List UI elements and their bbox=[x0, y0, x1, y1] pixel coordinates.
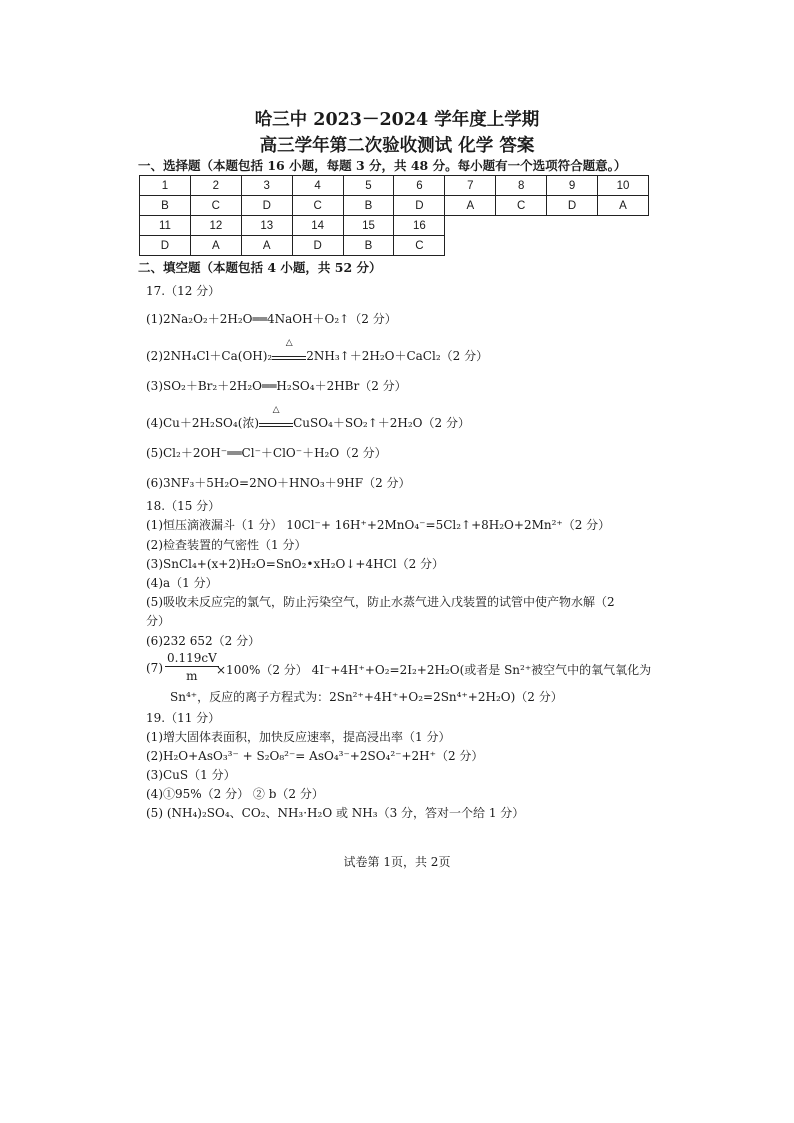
q19-label: 19.（11 分） bbox=[146, 711, 221, 725]
q18-answer-2: (2)检查装置的气密性（1 分） bbox=[146, 538, 307, 552]
q18-answer-6: (6)232 652（2 分） bbox=[146, 634, 261, 648]
table-cell: 14 bbox=[292, 216, 343, 236]
table-cell: B bbox=[140, 196, 191, 216]
table-cell: 9 bbox=[547, 176, 598, 196]
q17-label: 17.（12 分） bbox=[146, 284, 221, 298]
page-subtitle: 高三学年第二次验收测试 化学 答案 bbox=[259, 136, 535, 156]
table-cell: D bbox=[292, 236, 343, 256]
table-cell: D bbox=[140, 236, 191, 256]
q17-answer-5: (5)Cl₂＋2OH⁻══Cl⁻＋ClO⁻＋H₂O（2 分） bbox=[146, 446, 387, 460]
q17-answer-3: (3)SO₂＋Br₂＋2H₂O══H₂SO₄＋2HBr（2 分） bbox=[146, 379, 407, 393]
q18-answer-4: (4)a（1 分） bbox=[146, 576, 218, 590]
q17-answer-2-left: (2)2NH₄Cl＋Ca(OH)₂ bbox=[146, 349, 273, 363]
q18-answer-3: (3)SnCl₄+(x+2)H₂O=SnO₂•xH₂O↓+4HCl（2 分） bbox=[146, 557, 445, 571]
table-cell: D bbox=[241, 196, 292, 216]
table-cell: D bbox=[394, 196, 445, 216]
table-cell: C bbox=[190, 196, 241, 216]
q19-answer-2: (2)H₂O+AsO₃³⁻ + S₂O₈²⁻= AsO₄³⁻+2SO₄²⁻+2H⁺（2 分） bbox=[146, 749, 484, 763]
q18-answer-7-prefix: (7) bbox=[146, 661, 163, 675]
q18-answer-1: (1)恒压滴液漏斗（1 分） 10Cl⁻+ 16H⁺+2MnO₄⁻=5Cl₂↑+8H₂O+2Mn²⁺（2 分） bbox=[146, 518, 611, 532]
q18-answer-5-cont: 分） bbox=[146, 614, 171, 628]
q18-label: 18.（15 分） bbox=[146, 499, 221, 513]
fraction bbox=[165, 651, 219, 683]
table-cell: 15 bbox=[343, 216, 394, 236]
page-footer: 试卷第 1页，共 2页 bbox=[343, 855, 451, 869]
q17-answer-6: (6)3NF₃＋5H₂O=2NO＋HNO₃＋9HF（2 分） bbox=[146, 476, 411, 490]
table-cell: C bbox=[496, 196, 547, 216]
q17-answer-2-right: 2NH₃↑＋2H₂O＋CaCl₂（2 分） bbox=[306, 349, 489, 363]
heat-triangle-icon: △ bbox=[285, 338, 293, 348]
section-2-heading: 二、填空题（本题包括 4 小题，共 52 分） bbox=[138, 260, 382, 275]
answer-table bbox=[139, 175, 649, 256]
table-cell: B bbox=[343, 196, 394, 216]
table-cell: 12 bbox=[190, 216, 241, 236]
table-cell: 2 bbox=[190, 176, 241, 196]
table-cell: 7 bbox=[445, 176, 496, 196]
q17-answer-4-left: (4)Cu＋2H₂SO₄(浓) bbox=[146, 416, 260, 430]
q19-answer-4: (4)①95%（2 分） ② b（2 分） bbox=[146, 787, 324, 801]
table-cell: B bbox=[343, 236, 394, 256]
table-cell: A bbox=[445, 196, 496, 216]
section-1-heading: 一、选择题（本题包括 16 小题，每题 3 分，共 48 分。每小题有一个选项符合题意。） bbox=[138, 158, 627, 173]
q17-answer-4 bbox=[146, 405, 470, 431]
fraction-denominator: m bbox=[186, 669, 198, 683]
table-cell: 4 bbox=[292, 176, 343, 196]
table-cell: 8 bbox=[496, 176, 547, 196]
table-cell: A bbox=[190, 236, 241, 256]
table-cell: 5 bbox=[343, 176, 394, 196]
q19-answer-3: (3)CuS（1 分） bbox=[146, 768, 236, 782]
heat-triangle-icon: △ bbox=[272, 405, 280, 415]
q17-answer-2 bbox=[146, 338, 489, 364]
table-cell: C bbox=[394, 236, 445, 256]
table-cell: 13 bbox=[241, 216, 292, 236]
table-cell: 3 bbox=[241, 176, 292, 196]
table-row bbox=[140, 236, 649, 256]
q19-answer-5: (5) (NH₄)₂SO₄、CO₂、NH₃·H₂O 或 NH₃（3 分，答对一个给 1 分） bbox=[146, 806, 525, 820]
page-title: 哈三中 2023－2024 学年度上学期 bbox=[254, 110, 540, 130]
q18-answer-7: ×100%（2 分） 4I⁻+4H⁺+O₂=2I₂+2H₂O(或者是 Sn²⁺被空气中的氧气氧化为 bbox=[216, 663, 652, 677]
q18-answer-5: (5)吸收未反应完的氯气，防止污染空气，防止水蒸气进入戊装置的试管中使产物水解（2 bbox=[146, 595, 615, 609]
table-cell: 16 bbox=[394, 216, 445, 236]
table-row bbox=[140, 176, 649, 196]
table-cell: 11 bbox=[140, 216, 191, 236]
table-row bbox=[140, 216, 649, 236]
table-row bbox=[140, 196, 649, 216]
heat-equals-sign bbox=[272, 338, 306, 360]
table-cell: 1 bbox=[140, 176, 191, 196]
heat-equals-sign bbox=[259, 405, 293, 427]
table-cell: D bbox=[547, 196, 598, 216]
fraction-numerator: 0.119cV bbox=[167, 651, 217, 665]
q19-answer-1: (1)增大固体表面积，加快反应速率，提高浸出率（1 分） bbox=[146, 730, 451, 744]
table-cell: A bbox=[241, 236, 292, 256]
table-cell: C bbox=[292, 196, 343, 216]
table-cell: 6 bbox=[394, 176, 445, 196]
q18-answer-7-cont: Sn⁴⁺，反应的离子方程式为：2Sn²⁺+4H⁺+O₂=2Sn⁴⁺+2H₂O)（2 分） bbox=[170, 690, 563, 704]
q17-answer-4-right: CuSO₄＋SO₂↑＋2H₂O（2 分） bbox=[293, 416, 470, 430]
q17-answer-1: (1)2Na₂O₂＋2H₂O══4NaOH＋O₂↑（2 分） bbox=[146, 312, 397, 326]
table-cell: A bbox=[598, 196, 649, 216]
table-cell: 10 bbox=[598, 176, 649, 196]
